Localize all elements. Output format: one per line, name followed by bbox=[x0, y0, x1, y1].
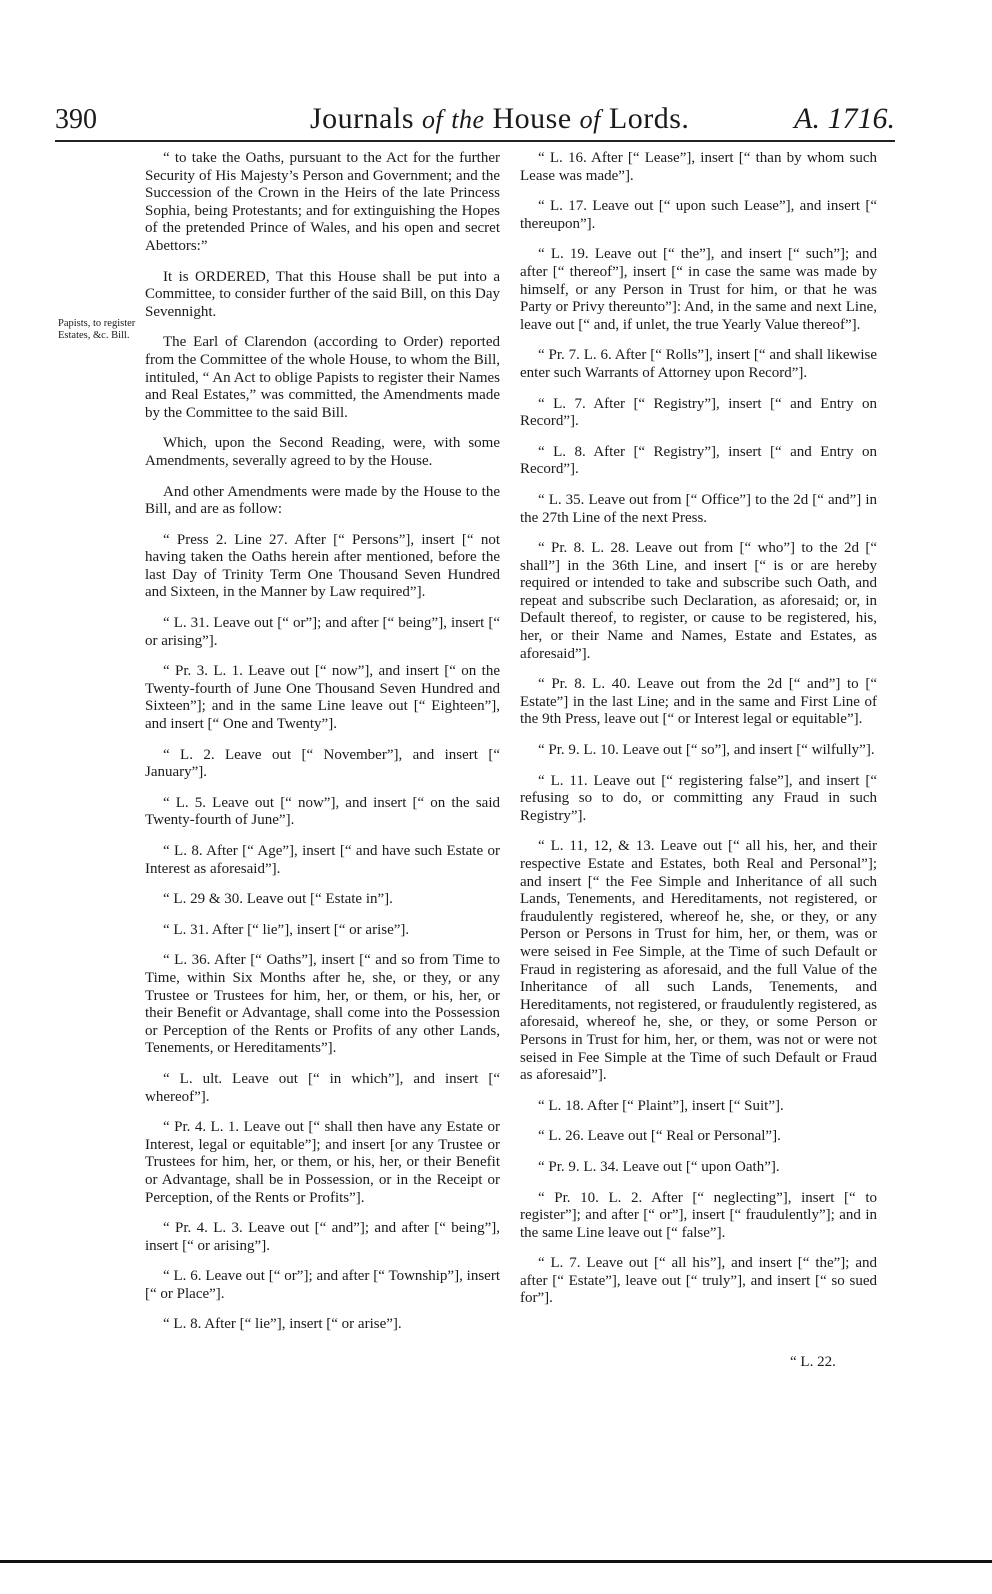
left-column bbox=[145, 150, 500, 1347]
header-rule bbox=[55, 140, 895, 142]
paragraph: Which, upon the Second Reading, were, with some Amendments, severally agreed to by the House. bbox=[145, 435, 500, 469]
margin-note: Papists, to register Estates, &c. Bill. bbox=[58, 318, 136, 341]
paragraph: “ L. 16. After [“ Lease”], insert [“ than by whom such Lease was made”]. bbox=[520, 150, 877, 184]
catchword: “ L. 22. bbox=[790, 1354, 836, 1370]
paragraph: “ Pr. 8. L. 28. Leave out from [“ who”] to the 2d [“ shall”] in the 36th Line, and insert [“ is or are hereby required or intended to take and subscribe such Oath, and repeat and subscribe such Declaration, as aforesaid; or, in Default thereof, to register, or cause to be registered, his, her, or their Name and Names, Estate and Estates, as aforesaid”]. bbox=[520, 540, 877, 662]
paragraph: “ L. 17. Leave out [“ upon such Lease”], and insert [“ thereupon”]. bbox=[520, 198, 877, 232]
paragraph: “ L. 29 & 30. Leave out [“ Estate in”]. bbox=[163, 891, 393, 908]
paragraph: “ Pr. 10. L. 2. After [“ neglecting”], insert [“ to register”]; and after [“ or”], insert [“ fraudulently”]; and in the same Line leave out [“ false”]. bbox=[520, 1189, 877, 1241]
paragraph: “ L. 19. Leave out [“ the”], and insert [“ such”]; and after [“ thereof”], insert [“ in case the same was made by himself, or any Person in Trust for him, or that he was Party or Privy thereunto”]: And, in the same and next Line, leave out [“ and, if unlet, the true Yearly Value thereof”]. bbox=[520, 246, 877, 333]
paragraph: “ Pr. 7. L. 6. After [“ Rolls”], insert [“ and shall likewise enter such Warrants of Attorney upon Record”]. bbox=[520, 347, 877, 381]
title-word: Journals bbox=[310, 102, 414, 135]
paragraph: “ L. 31. Leave out [“ or”]; and after [“ being”], insert [“ or arising”]. bbox=[145, 615, 500, 649]
paragraph: “ L. 6. Leave out [“ or”]; and after [“ Township”], insert [“ or Place”]. bbox=[145, 1268, 500, 1302]
paragraph: It is ORDERED, That this House shall be put into a Committee, to consider further of the said Bill, on this Day Sevennight. bbox=[145, 268, 500, 320]
paragraph: “ Press 2. Line 27. After [“ Persons”], insert [“ not having taken the Oaths herein after mentioned, before the last Day of Trinity Term One Thousand Seven Hundred and Sixteen, in the Manner by Law required”]. bbox=[145, 531, 500, 601]
paragraph: “ L. 7. After [“ Registry”], insert [“ and Entry on Record”]. bbox=[520, 395, 877, 430]
paragraph: “ L. 2. Leave out [“ November”], and insert [“ January”]. bbox=[145, 746, 500, 781]
title-word: Lords. bbox=[608, 102, 690, 135]
running-title bbox=[310, 102, 689, 136]
paragraph: “ L. 8. After [“ Age”], insert [“ and have such Estate or Interest as aforesaid”]. bbox=[145, 843, 500, 877]
paragraph: “ L. 11. Leave out [“ registering false”], and insert [“ refusing so to do, or committing any Fraud in such Registry”]. bbox=[520, 772, 877, 824]
title-word: of bbox=[579, 105, 601, 134]
paragraph: “ Pr. 9. L. 10. Leave out [“ so”], and insert [“ wilfully”]. bbox=[538, 742, 875, 759]
paragraph: And other Amendments were made by the House to the Bill, and are as follow: bbox=[145, 483, 500, 518]
page-header bbox=[55, 98, 895, 138]
paragraph: “ L. ult. Leave out [“ in which”], and insert [“ whereof”]. bbox=[145, 1070, 500, 1105]
paragraph: “ Pr. 9. L. 34. Leave out [“ upon Oath”]. bbox=[538, 1158, 780, 1175]
title-word: the bbox=[451, 105, 485, 134]
paragraph: “ L. 36. After [“ Oaths”], insert [“ and so from Time to Time, within Six Months after he, she, or they, or any Trustee or Trustees for him, her, or them, or his, her, or their Benefit or Advantage, shall come into the Possession or Perception of the Rents or Profits of any other Lands, Tenements, or Hereditaments”]. bbox=[145, 952, 500, 1057]
title-word: House bbox=[492, 102, 572, 135]
paragraph: “ L. 8. After [“ lie”], insert [“ or arise”]. bbox=[163, 1316, 402, 1333]
paragraph: “ Pr. 4. L. 1. Leave out [“ shall then have any Estate or Interest, legal or equitable”]; and insert [or any Trustee or Trustees for him, her, or them, or his, her, or their Benefit or Advantage, shall be in Possession, or in the Receipt or Perception, of the Rents or Profits”]. bbox=[145, 1119, 500, 1206]
paragraph: “ L. 11, 12, & 13. Leave out [“ all his, her, and their respective Estate and Estates, both Real and Personal”]; and insert [“ the Fee Simple and Inheritance of all such Lands, Tenements, and Hereditaments, not registered, or fraudulently registered, whereof he, she, or they, or any Person or Persons in Trust for him, her, or them, was or were seised in Fee Simple, at the Time of such Default or Fraud in registering as aforesaid, and the full Value of the Inheritance of all such Lands, Tenements, and Hereditaments, not registered, or fraudulently registered, as aforesaid, whereof he, she, or they, or some Person or Persons in Trust for him, her, or them, was not or were not seised in Fee Simple at the Time of such Default or Fraud as aforesaid”]. bbox=[520, 838, 877, 1084]
paragraph: “ Pr. 3. L. 1. Leave out [“ now”], and insert [“ on the Twenty-fourth of June One Thousand Seven Hundred and Sixteen”]; and in the same Line leave out [“ Eighteen”], and insert [“ One and Twenty”]. bbox=[145, 663, 500, 733]
paragraph: “ Pr. 4. L. 3. Leave out [“ and”]; and after [“ being”], insert [“ or arising”]. bbox=[145, 1220, 500, 1254]
paragraph: The Earl of Clarendon (according to Order) reported from the Committee of the whole House, to whom the Bill, intituled, “ An Act to oblige Papists to register their Names and Real Estates,” was committed, the Amendments made by the Committee to the said Bill. bbox=[145, 334, 500, 421]
year: A. 1716. bbox=[794, 102, 895, 135]
title-word: of bbox=[422, 105, 444, 134]
paragraph: “ L. 31. After [“ lie”], insert [“ or arise”]. bbox=[163, 921, 410, 938]
paragraph: “ L. 5. Leave out [“ now”], and insert [“ on the said Twenty-fourth of June”]. bbox=[145, 794, 500, 829]
paragraph: “ L. 18. After [“ Plaint”], insert [“ Suit”]. bbox=[538, 1097, 784, 1114]
paragraph: “ to take the Oaths, pursuant to the Act for the further Security of His Majesty’s Person and Government; and the Succession of the Crown in the Heirs of the late Princess Sophia, being Protestants; and for extinguishing the Hopes of the pretended Prince of Wales, and his open and secret Abettors:” bbox=[145, 150, 500, 254]
paragraph: “ L. 35. Leave out from [“ Office”] to the 2d [“ and”] in the 27th Line of the next Press. bbox=[520, 491, 877, 526]
paragraph: “ L. 7. Leave out [“ all his”], and insert [“ the”]; and after [“ Estate”], leave out [“ truly”], and insert [“ so sued for”]. bbox=[520, 1255, 877, 1307]
paragraph: “ L. 26. Leave out [“ Real or Personal”]. bbox=[538, 1128, 781, 1145]
bottom-rule bbox=[0, 1560, 992, 1563]
right-column bbox=[520, 150, 877, 1321]
paragraph: “ L. 8. After [“ Registry”], insert [“ and Entry on Record”]. bbox=[520, 443, 877, 478]
page-number: 390 bbox=[55, 104, 97, 135]
paragraph: “ Pr. 8. L. 40. Leave out from the 2d [“ and”] to [“ Estate”] in the last Line; and in the same and First Line of the 9th Press, leave out [“ or Interest legal or equitable”]. bbox=[520, 676, 877, 728]
